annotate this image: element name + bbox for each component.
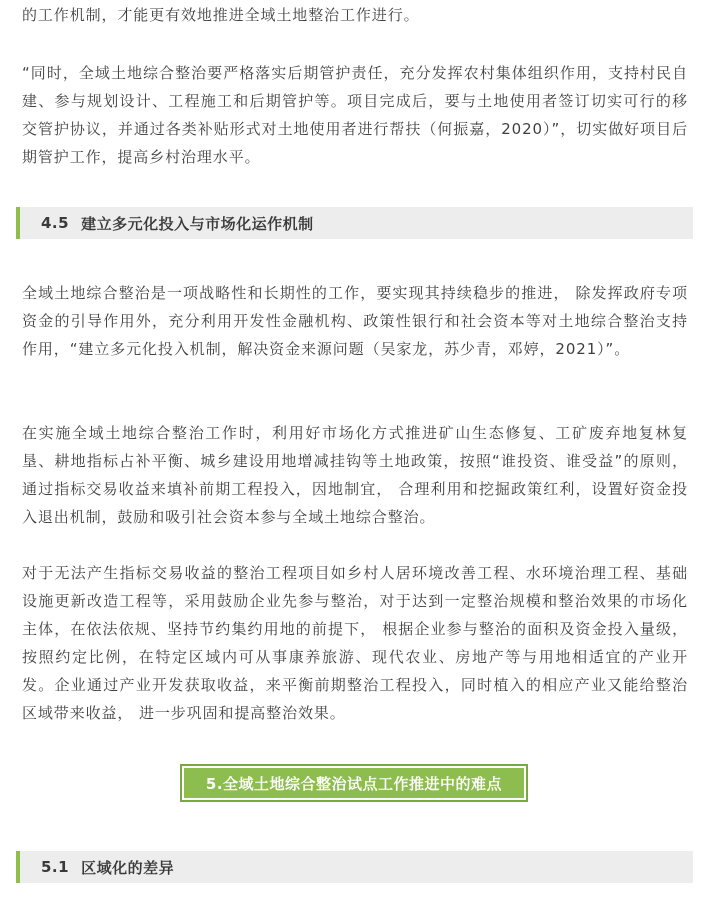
section-number: 4.5 (41, 214, 70, 232)
section-heading-5-1 (16, 851, 693, 883)
chapter-title: 5.全域土地综合整治试点工作推进中的难点 (205, 774, 503, 793)
paragraph-continuation: 的工作机制，才能更有效地推进全域土地整治工作进行。 (22, 6, 420, 24)
chapter-heading-5 (180, 764, 528, 802)
paragraph-maintenance: “同时，全域土地综合整治要严格落实后期管护责任，充分发挥农村集体组织作用，支持村民自建、参与规划设计、工程施工和后期管护等。项目完成后，要与土地使用者签订切实可行的移交管护协议，并通过各类补贴形式对土地使用者进行帮扶（何振嘉，2020）”，切实做好项目后期管护工作，提高乡村治理水平。 (22, 64, 688, 166)
section-title: 建立多元化投入与市场化运作机制 (81, 214, 314, 233)
section-heading-4-5 (16, 207, 693, 239)
paragraph-market-approach: 在实施全域土地综合整治工作时，利用好市场化方式推进矿山生态修复、工矿废弃地复林复垦、耕地指标占补平衡、城乡建设用地增减挂钩等土地政策，按照“谁投资、谁受益”的原则，通过指标交易收益来填补前期工程投入，因地制宜， 合理利用和挖掘政策红利，设置好资金投入退出机制，鼓励和吸引社会资本参与全域土地综合整治。 (22, 424, 688, 526)
section-title: 区域化的差异 (81, 858, 175, 877)
paragraph-investment: 全域土地综合整治是一项战略性和长期性的工作，要实现其持续稳步的推进， 除发挥政府专项资金的引导作用外，充分利用开发性金融机构、政策性银行和社会资本等对土地综合整治支持作用，“建立多元化投入机制，解决资金来源问题（吴家龙，苏少青，邓婷，2021）”。 (22, 284, 688, 358)
paragraph-enterprise-participation: 对于无法产生指标交易收益的整治工程项目如乡村人居环境改善工程、水环境治理工程、基础设施更新改造工程等，采用鼓励企业先参与整治，对于达到一定整治规模和整治效果的市场化主体，在依法依规、坚持节约集约用地的前提下， 根据企业参与整治的面积及资金投入量级，按照约定比例，在特定区域内可从事康养旅游、现代农业、房地产等与用地相适宜的产业开发。企业通过产业开发获取收益，来平衡前期整治工程投入，同时植入的相应产业又能给整治区域带来收益， 进一步巩固和提高整治效果。 (22, 564, 688, 722)
section-number: 5.1 (41, 858, 70, 876)
